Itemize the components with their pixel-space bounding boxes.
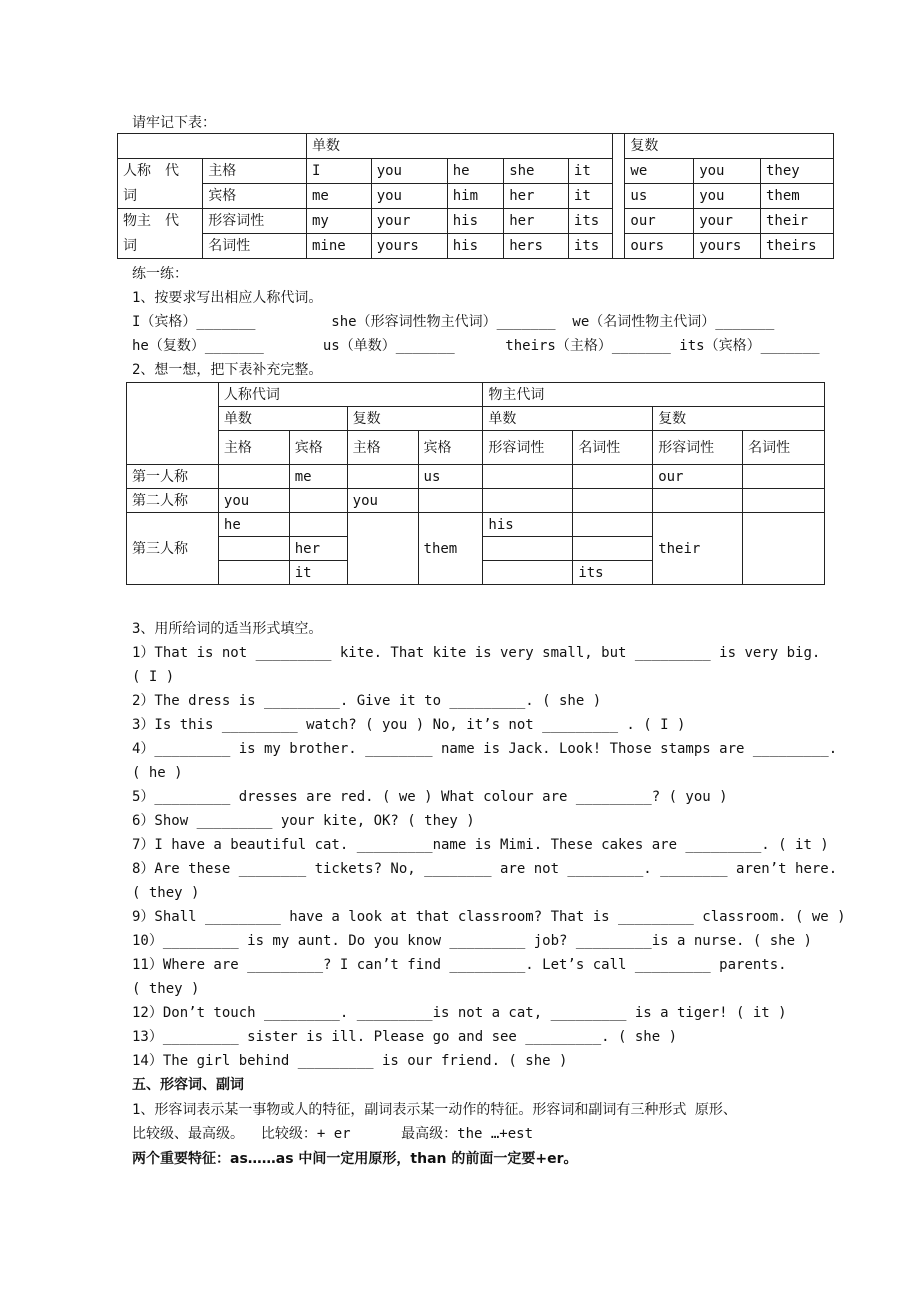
t1-blank-header — [118, 134, 307, 159]
ex3-line: 12）Don’t touch _________. _________is not a cat, _________ is a tiger! ( it ) — [132, 1005, 787, 1021]
t2-cell: them — [418, 513, 483, 585]
t1-cell: my — [307, 209, 372, 234]
pronoun-fill-table — [126, 382, 825, 585]
ex1-title: 1、按要求写出相应人称代词。 — [132, 290, 323, 306]
t2-plural-header: 复数 — [653, 407, 825, 431]
t2-cell: you — [218, 489, 289, 513]
t2-blank-cell[interactable] — [483, 561, 573, 585]
ex3-title: 3、用所给词的适当形式填空。 — [132, 621, 323, 637]
t2-cell: you — [347, 489, 418, 513]
t1-cell: your — [371, 209, 447, 234]
t2-noun-header: 名词性 — [573, 431, 653, 465]
t2-cell: his — [483, 513, 573, 537]
ex3-line: 6）Show _________ your kite, OK? ( they ) — [132, 813, 475, 829]
intro-text: 请牢记下表： — [132, 115, 216, 131]
ex3-line: ( they ) — [132, 885, 200, 901]
t2-singular-header: 单数 — [218, 407, 347, 431]
t2-blank-cell[interactable] — [573, 513, 653, 537]
t1-cell: his — [447, 209, 503, 234]
t1-singular-header: 单数 — [307, 134, 613, 159]
t2-cell: our — [653, 465, 743, 489]
t2-blank-cell[interactable] — [743, 489, 825, 513]
t2-cell: he — [218, 513, 289, 537]
t2-noun-header: 名词性 — [743, 431, 825, 465]
t1-cell: her — [504, 184, 569, 209]
ex3-line: 10）_________ is my aunt. Do you know _________ job? _________is a nurse. ( she ) — [132, 933, 812, 949]
t2-singular-header: 单数 — [483, 407, 653, 431]
t1-cell: you — [694, 159, 761, 184]
t1-gap — [613, 134, 625, 259]
t1-cell: ours — [625, 234, 694, 259]
t1-personal-label-a: 人称 代 — [118, 159, 203, 184]
t2-blank-cell[interactable] — [289, 489, 347, 513]
t1-cell: you — [371, 159, 447, 184]
t2-blank-cell[interactable] — [218, 465, 289, 489]
t1-cell: them — [760, 184, 833, 209]
t1-row-label: 宾格 — [203, 184, 307, 209]
t1-row-label: 主格 — [203, 159, 307, 184]
t2-subject-header: 主格 — [218, 431, 289, 465]
ex3-line: 3）Is this _________ watch? ( you ) No, it’s not _________ . ( I ) — [132, 717, 686, 733]
t2-first-person-label: 第一人称 — [127, 465, 219, 489]
t1-cell: he — [447, 159, 503, 184]
t2-blank-cell[interactable] — [743, 513, 825, 585]
t2-blank-cell[interactable] — [483, 489, 573, 513]
ex3-line: 5）_________ dresses are red. ( we ) What colour are _________? ( you ) — [132, 789, 728, 805]
t1-personal-label-b: 词 — [118, 184, 203, 209]
ex3-line: ( he ) — [132, 765, 183, 781]
t2-object-header: 宾格 — [418, 431, 483, 465]
t1-plural-header: 复数 — [625, 134, 834, 159]
ex3-line: 9）Shall _________ have a look at that classroom? That is _________ classroom. ( we ) — [132, 909, 846, 925]
t1-cell: I — [307, 159, 372, 184]
t1-possessive-label-b: 词 — [118, 234, 203, 259]
t1-cell: yours — [694, 234, 761, 259]
t2-object-header: 宾格 — [289, 431, 347, 465]
ex3-line: ( I ) — [132, 669, 175, 685]
t2-blank-cell[interactable] — [347, 513, 418, 585]
t2-blank-cell[interactable] — [418, 489, 483, 513]
t1-cell: us — [625, 184, 694, 209]
section5-paragraph-2: 比较级、最高级。 比较级：+ er 最高级：the …+est — [132, 1126, 534, 1142]
t2-blank-cell[interactable] — [218, 537, 289, 561]
t1-cell: hers — [504, 234, 569, 259]
t1-possessive-label-a: 物主 代 — [118, 209, 203, 234]
t2-blank-cell[interactable] — [573, 489, 653, 513]
t1-cell: you — [694, 184, 761, 209]
t1-cell: it — [568, 159, 612, 184]
t2-blank-cell[interactable] — [347, 465, 418, 489]
t1-cell: it — [568, 184, 612, 209]
ex3-line: 8）Are these ________ tickets? No, ________ are not _________. ________ aren’t here. — [132, 861, 838, 877]
t1-cell: your — [694, 209, 761, 234]
t2-cell: her — [289, 537, 347, 561]
t1-cell: we — [625, 159, 694, 184]
t2-second-person-label: 第二人称 — [127, 489, 219, 513]
t2-cell: us — [418, 465, 483, 489]
t1-cell: they — [760, 159, 833, 184]
t1-row-label: 名词性 — [203, 234, 307, 259]
ex2-title: 2、想一想，把下表补充完整。 — [132, 362, 323, 378]
t2-blank-cell[interactable] — [483, 465, 573, 489]
t2-possessive-header: 物主代词 — [483, 383, 825, 407]
t1-cell: their — [760, 209, 833, 234]
t1-cell: mine — [307, 234, 372, 259]
t2-adj-header: 形容词性 — [653, 431, 743, 465]
t2-adj-header: 形容词性 — [483, 431, 573, 465]
ex3-line: 7）I have a beautiful cat. _________name is Mimi. These cakes are _________. ( it ) — [132, 837, 829, 853]
ex3-line: 11）Where are _________? I can’t find _________. Let’s call _________ parents. — [132, 957, 787, 973]
ex3-line: 4）_________ is my brother. ________ name is Jack. Look! Those stamps are _________. — [132, 741, 838, 757]
t2-cell: its — [573, 561, 653, 585]
t1-cell: me — [307, 184, 372, 209]
t1-cell: yours — [371, 234, 447, 259]
t2-cell: me — [289, 465, 347, 489]
pronoun-reference-table — [117, 133, 834, 259]
section5-key-rule: 两个重要特征：as……as 中间一定用原形，than 的前面一定要+er。 — [132, 1151, 578, 1167]
t2-corner — [127, 383, 219, 465]
t1-cell: theirs — [760, 234, 833, 259]
t2-plural-header: 复数 — [347, 407, 483, 431]
practice-title: 练一练： — [132, 266, 188, 282]
t1-cell: him — [447, 184, 503, 209]
ex3-line: 1）That is not _________ kite. That kite is very small, but _________ is very big. — [132, 645, 821, 661]
t1-cell: you — [371, 184, 447, 209]
section5-title: 五、形容词、副词 — [132, 1077, 244, 1093]
t2-blank-cell[interactable] — [573, 465, 653, 489]
ex3-line: 14）The girl behind _________ is our friend. ( she ) — [132, 1053, 568, 1069]
ex3-line: ( they ) — [132, 981, 200, 997]
ex3-line: 2）The dress is _________. Give it to _________. ( she ) — [132, 693, 602, 709]
t1-cell: his — [447, 234, 503, 259]
t2-cell: their — [653, 513, 743, 585]
ex1-line1: I（宾格）_______ she（形容词性物主代词）_______ we（名词性物主代词）_______ — [132, 314, 775, 330]
t2-subject-header: 主格 — [347, 431, 418, 465]
t2-blank-cell[interactable] — [289, 513, 347, 537]
t2-personal-header: 人称代词 — [218, 383, 483, 407]
t2-cell: it — [289, 561, 347, 585]
t1-cell: her — [504, 209, 569, 234]
t1-cell: its — [568, 234, 612, 259]
t1-cell: its — [568, 209, 612, 234]
t2-third-person-label: 第三人称 — [127, 513, 219, 585]
ex1-line2: he（复数）_______ us（单数）_______ theirs（主格）_______ its（宾格）_______ — [132, 338, 820, 354]
t1-cell: she — [504, 159, 569, 184]
t2-blank-cell[interactable] — [743, 465, 825, 489]
t2-blank-cell[interactable] — [573, 537, 653, 561]
section5-paragraph-1: 1、形容词表示某一事物或人的特征，副词表示某一动作的特征。形容词和副词有三种形式 原形、 — [132, 1102, 737, 1118]
t2-blank-cell[interactable] — [653, 489, 743, 513]
t2-blank-cell[interactable] — [483, 537, 573, 561]
ex3-line: 13）_________ sister is ill. Please go and see _________. ( she ) — [132, 1029, 678, 1045]
t1-cell: our — [625, 209, 694, 234]
t1-row-label: 形容词性 — [203, 209, 307, 234]
t2-blank-cell[interactable] — [218, 561, 289, 585]
